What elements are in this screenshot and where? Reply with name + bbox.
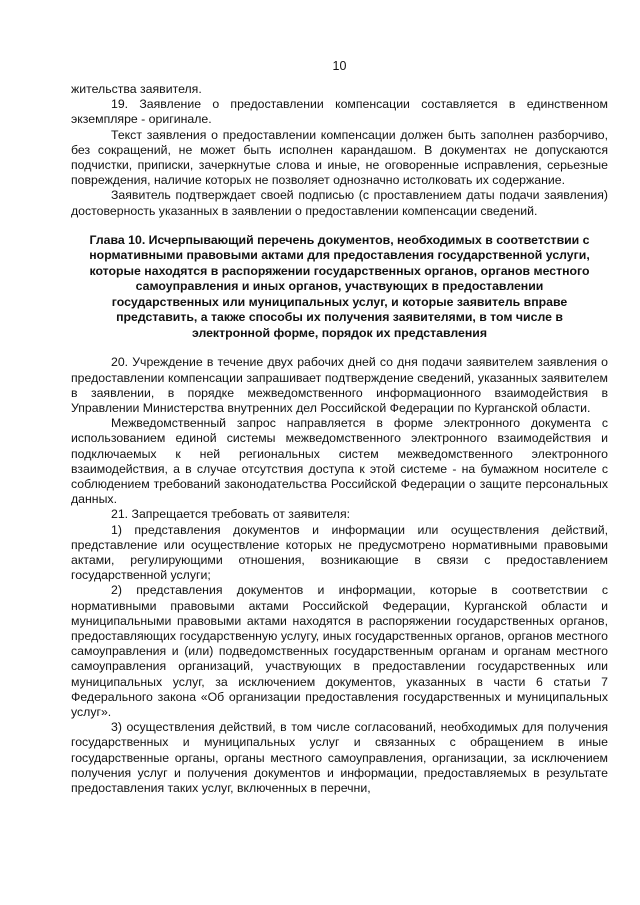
top-section: [71, 82, 608, 219]
paragraph-interagency-request: Межведомственный запрос направляется в форме электронного документа с использованием единой системы межведомственного электронного взаимодействия и подключаемых к ней региональных систем межведомственного электронного взаимодействия, а в случае отсутствия доступа к этой системе - на бумажном носителе с соблюдением требований законодательства Российской Федерации о защите персональных данных.: [71, 416, 608, 507]
paragraph-signature: Заявитель подтверждает своей подписью (с проставлением даты подачи заявления) достоверность указанных в заявлении о предоставлении компенсации сведений.: [71, 188, 608, 218]
paragraph-19: 19. Заявление о предоставлении компенсации составляется в единственном экземпляре - оригинале.: [71, 97, 608, 127]
paragraph-20: 20. Учреждение в течение двух рабочих дней со дня подачи заявителем заявления о предоставлении компенсации запрашивает подтверждение сведений, указанных заявителем в заявлении, в порядке межведомственного информационного взаимодействия в Управлении Министерства внутренних дел Российской Федерации по Курганской области.: [71, 355, 608, 415]
bottom-section: [71, 355, 608, 796]
paragraph-text-requirements: Текст заявления о предоставлении компенсации должен быть заполнен разборчиво, без сокращений, не может быть исполнен карандашом. В документах не допускаются подчистки, приписки, зачеркнутые слова и иные, не оговоренные исправления, серьезные повреждения, наличие которых не позволяет однозначно истолковать их содержание.: [71, 127, 608, 188]
list-item-3: 3) осуществления действий, в том числе согласований, необходимых для получения государственных и муниципальных услуг и связанных с обращением в иные государственные органы, органы местного самоуправления, организации, за исключением получения услуг и получения документов и информации, предоставляемых в результате предоставления таких услуг, включенных в перечни,: [71, 720, 608, 796]
chapter-heading: Глава 10. Исчерпывающий перечень документов, необходимых в соответствии с нормативными правовыми актами для предоставления государственной услуги, которые находятся в распоряжении государственных органов, органов местного самоуправления и иных органов, участвующих в предоставлении государственных или муниципальных услуг, и которые заявитель вправе представить, а также способы их получения заявителями, в том числе в электронной форме, порядок их представления: [89, 232, 590, 340]
paragraph-residence: жительства заявителя.: [71, 82, 202, 96]
paragraph-21: 21. Запрещается требовать от заявителя:: [111, 507, 351, 522]
document-page: [71, 58, 608, 796]
list-item-1: 1) представления документов и информации или осуществления действий, представление или осуществление которых не предусмотрено нормативными правовыми актами, регулирующими отношения, возникающие в связи с предоставлением государственной услуги;: [71, 522, 608, 583]
page-number: 10: [332, 59, 347, 73]
list-item-2: 2) представления документов и информации, которые в соответствии с нормативными правовыми актами Российской Федерации, Курганской области и муниципальными правовыми актами находятся в распоряжении государственных органов, предоставляющих государственную услугу, иных государственных органов, органов местного самоуправления и (или) подведомственных государственным органам и органам местного самоуправления организаций, участвующих в предоставлении государственных или муниципальных услуг, за исключением документов, указанных в части 6 статьи 7 Федерального закона «Об организации предоставления государственных и муниципальных услуг».: [71, 583, 608, 719]
